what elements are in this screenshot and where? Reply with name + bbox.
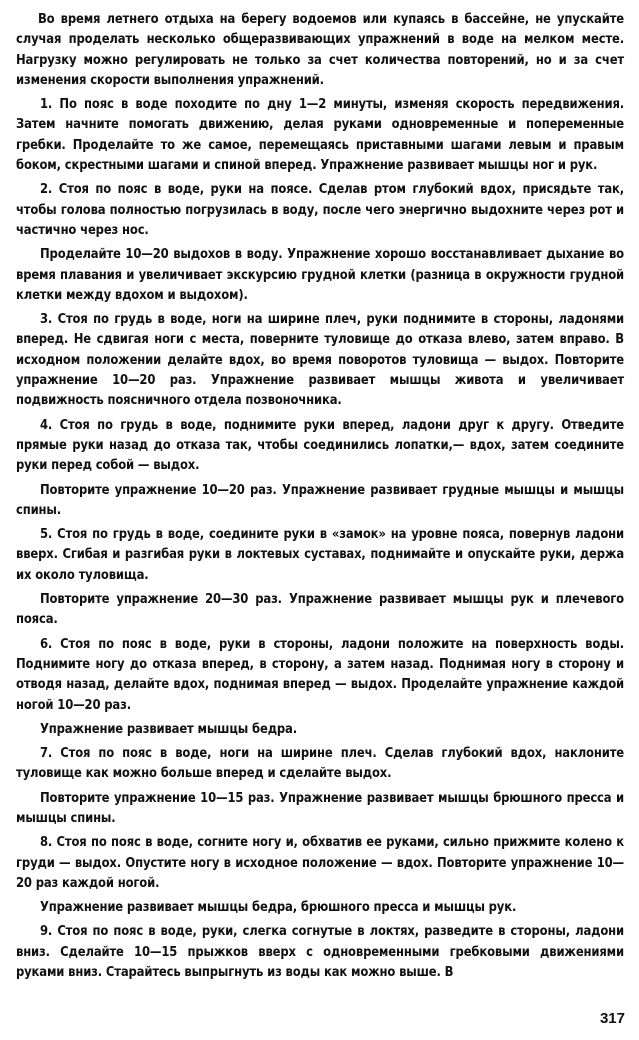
paragraph-exercise-4-note: Повторите упражнение 10—20 раз. Упражнение развивает грудные мышцы и мышцы спины.: [16, 482, 624, 518]
paragraph-exercise-1: 1. По пояс в воде походите по дну 1—2 минуты, изменяя скорость передвижения. Затем начните помогать движению, делая руками одновременные и попеременные гребки. Проделайте то же самое, перемещаясь приставными шагами левым и правым боком, скрестными шагами и спиной вперед. Упражнение развивает мышцы ног и рук.: [16, 97, 624, 174]
paragraph-exercise-4: 4. Стоя по грудь в воде, поднимите руки вперед, ладони друг к другу. Отведите прямые руки назад до отказа так, чтобы соединились лопатки,— вдох, затем соедините руки перед собой — выдох.: [16, 417, 624, 474]
paragraph-exercise-2-note: Проделайте 10—20 выдохов в воду. Упражнение хорошо восстанавливает дыхание во время плавания и увеличивает экскурсию грудной клетки (разница в окружности грудной клетки между вдохом и выдохом).: [16, 247, 624, 303]
paragraph-exercise-6: 6. Стоя по пояс в воде, руки в стороны, ладони положите на поверхность воды. Поднимите ногу до отказа вперед, в сторону, а затем назад. Поднимая ногу в сторону и отводя назад, делайте вдох, поднимая вперед — выдох. Проделайте упражнение каждой ногой 10—20 раз.: [16, 636, 624, 713]
paragraph-exercise-7: 7. Стоя по пояс в воде, ноги на ширине плеч. Сделав глубокий вдох, наклоните туловище как можно больше вперед и сделайте выдох.: [16, 746, 624, 782]
paragraph-exercise-8: 8. Стоя по пояс в воде, согните ногу и, обхватив ее руками, сильно прижмите колено к груди — выдох. Опустите ногу в исходное положение — вдох. Повторите упражнение 10—20 раз каждой ногой.: [16, 835, 624, 891]
paragraph-exercise-6-note: Упражнение развивает мышцы бедра.: [40, 721, 297, 737]
paragraph-exercise-2: 2. Стоя по пояс в воде, руки на поясе. Сделав ртом глубокий вдох, присядьте так, чтобы голова полностью погрузилась в воду, после чего энергично выдохните через рот и частично через нос.: [16, 182, 624, 238]
paragraph-exercise-8-note: Упражнение развивает мышцы бедра, брюшного пресса и мышцы рук.: [40, 900, 517, 916]
paragraph-exercise-7-note: Повторите упражнение 10—15 раз. Упражнение развивает мышцы брюшного пресса и мышцы спины.: [16, 790, 624, 826]
page-number: 317: [599, 1010, 625, 1027]
page-body: [16, 10, 624, 987]
paragraph-exercise-9: 9. Стоя по пояс в воде, руки, слегка согнутые в локтях, разведите в стороны, ладони вниз. Сделайте 10—15 прыжков вверх с одновременными гребковыми движениями руками вниз. Старайтесь выпрыгнуть из воды как можно выше. В: [16, 924, 624, 981]
paragraph-exercise-3: 3. Стоя по грудь в воде, ноги на ширине плеч, руки поднимите в стороны, ладонями вперед. Не сдвигая ноги с места, поверните туловище до отказа влево, затем вправо. В исходном положении делайте вдох, во время поворотов туловища — выдох. Повторите упражнение 10—20 раз. Упражнение развивает мышцы живота и увеличивает подвижность поясничного отдела позвоночника.: [16, 312, 624, 409]
paragraph-exercise-5-note: Повторите упражнение 20—30 раз. Упражнение развивает мышцы рук и плечевого пояса.: [16, 592, 624, 628]
paragraph-intro: Во время летнего отдыха на берегу водоемов или купаясь в бассейне, не упускайте случая проделать несколько общеразвивающих упражнений в воде на мелком месте. Нагрузку можно регулировать не только за счет количества повторений, но и за счет изменения скорости выполнения упражнений.: [16, 12, 624, 88]
paragraph-exercise-5: 5. Стоя по грудь в воде, соедините руки в «замок» на уровне пояса, повернув ладони вверх. Сгибая и разгибая руки в локтевых суставах, поднимайте и опускайте руки, держа их около туловища.: [16, 527, 624, 583]
